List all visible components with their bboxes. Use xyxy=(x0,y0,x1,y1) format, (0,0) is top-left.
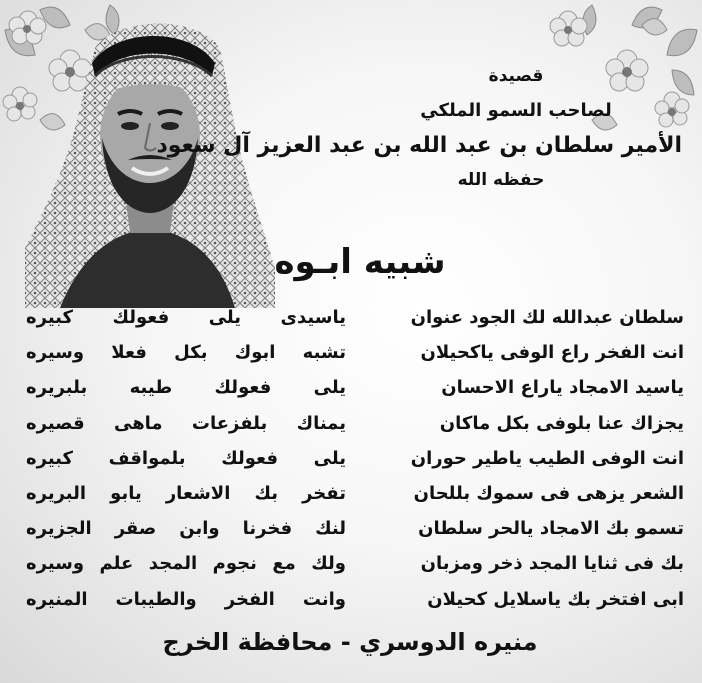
verse-line: الشعر يزهى فى سموك بللحان xyxy=(413,482,684,504)
verse-line: انت الوفى الطيب ياطير حوران xyxy=(410,447,684,469)
verse-line: تفخر بك الاشعار يابو البريره xyxy=(26,482,346,504)
verse-line: ياسيد الامجاد ياراع الاحسان xyxy=(441,377,684,399)
signature: منيره الدوسري - محافظة الخرج xyxy=(162,628,538,656)
verse-line: ابى افتخر بك ياسلايل كحيلان xyxy=(427,588,684,610)
poem-title: شبيه ابـوه xyxy=(274,242,446,282)
prince-name: الأمير سلطان بن عبد الله بن عبد العزيز آل سعود xyxy=(156,133,682,158)
verse-line: يلى فعولك طيبه بلبريره xyxy=(26,377,346,399)
verse-line: ياسيدى يلى فعولك كبيره xyxy=(26,307,346,328)
verse-line: سلطان عبدالله لك الجود عنوان xyxy=(410,307,684,328)
header-block xyxy=(156,60,682,190)
verse-line: تشبه ابوك بكل فعلا وسيره xyxy=(26,342,346,364)
poem-left-column xyxy=(26,300,346,617)
verse-line: يلى فعولك بلمواقف كبيره xyxy=(26,447,346,469)
verse-line: تسمو بك الامجاد يالحر سلطان xyxy=(418,518,684,540)
verse-line: وانت الفخر والطيبات المنيره xyxy=(26,588,346,610)
verse-line: لنك فخرنا وابن صقر الجزيره xyxy=(26,518,346,540)
poem-body xyxy=(20,300,684,618)
verse-line: يمناك بلفزعات ماهى قصيره xyxy=(26,412,346,434)
recipient-title: لصاحب السمو الملكي xyxy=(420,100,612,121)
verse-line: بك فى ثنايا المجد ذخر ومزبان xyxy=(420,553,684,575)
poem-right-column xyxy=(364,300,684,617)
verse-line: ولك مع نجوم المجد علم وسيره xyxy=(26,553,346,575)
verse-line: انت الفخر راع الوفى ياكحيلان xyxy=(420,342,684,364)
qasida-label: قصيدة xyxy=(488,66,544,86)
blessing-text: حفظه الله xyxy=(457,170,545,190)
verse-line: يجزاك عنا بلوفى بكل ماكان xyxy=(439,412,684,434)
